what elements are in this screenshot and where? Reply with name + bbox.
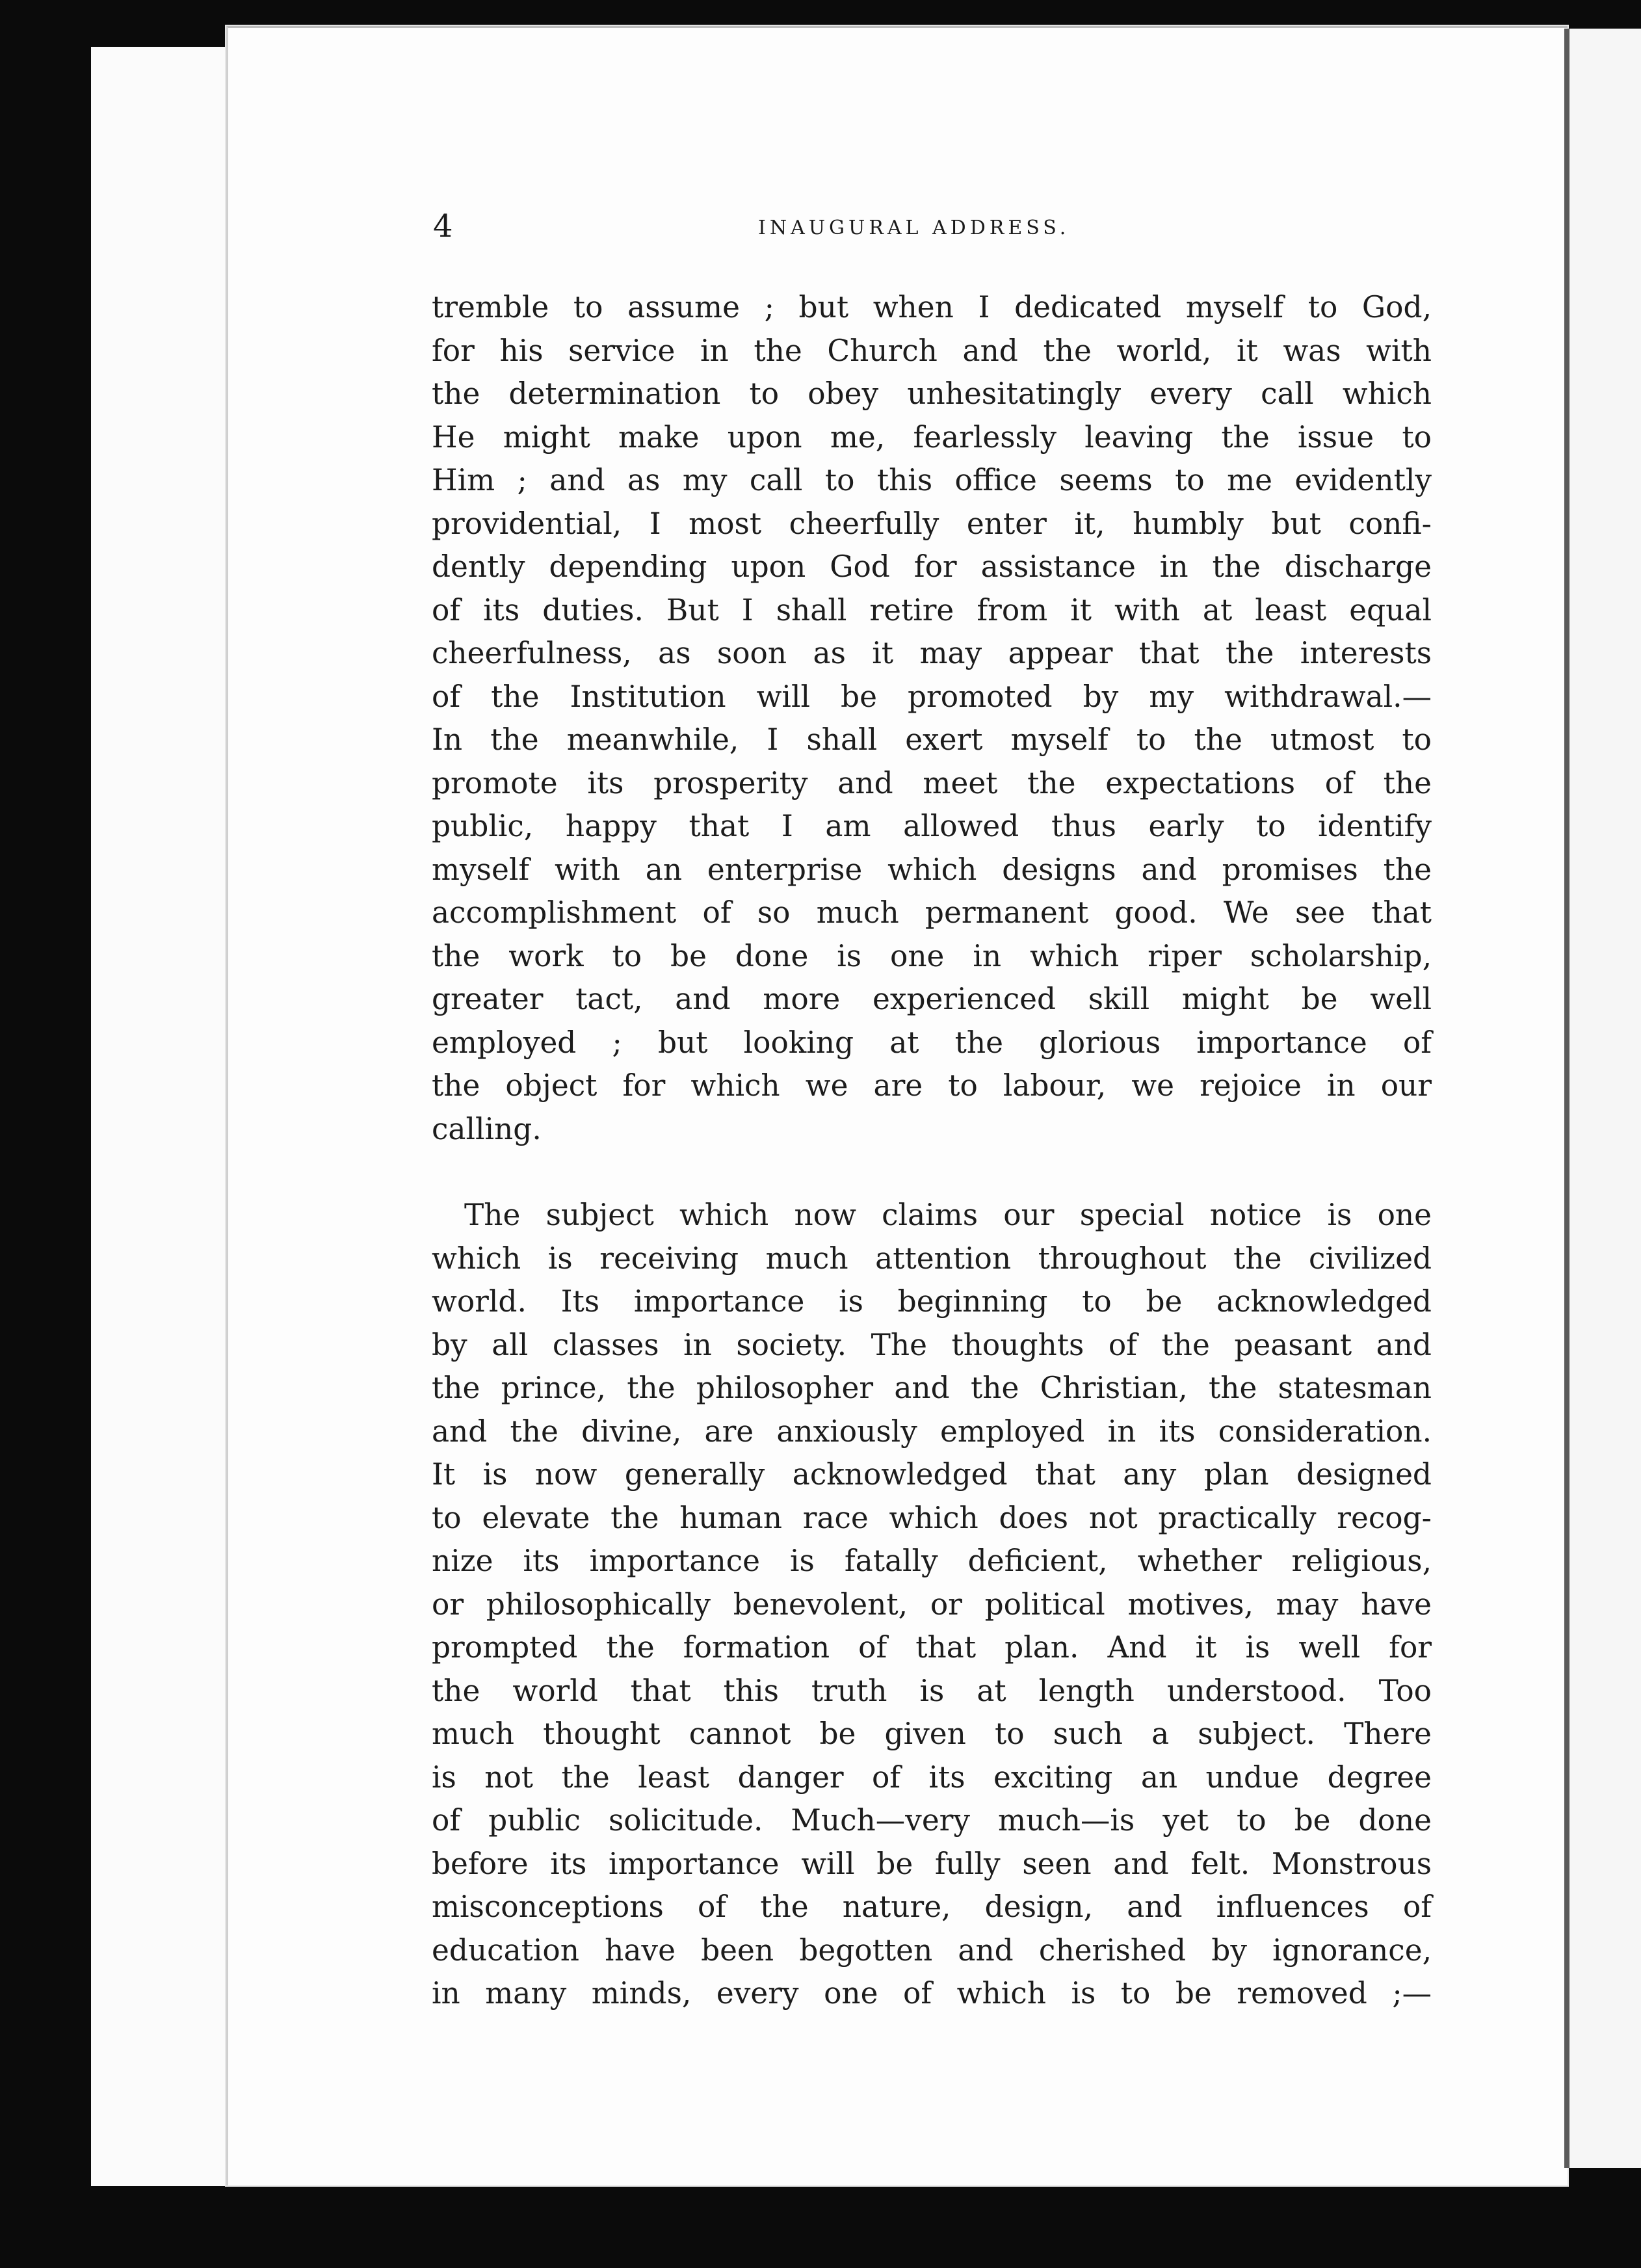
text-line: by all classes in society. The thoughts of the peasant and bbox=[432, 1327, 1432, 1362]
text-line: In the meanwhile, I shall exert myself to the utmost to bbox=[432, 722, 1432, 757]
text-line: or philosophically benevolent, or political motives, may have bbox=[432, 1587, 1432, 1622]
text-line: prompted the formation of that plan. And it is well for bbox=[432, 1630, 1432, 1665]
text-line: before its importance will be fully seen and felt. Monstrous bbox=[432, 1846, 1432, 1881]
text-line: of its duties. But I shall retire from it with at least equal bbox=[432, 592, 1432, 627]
text-line: to elevate the human race which does not practically recog- bbox=[432, 1500, 1432, 1535]
adjacent-page-edge bbox=[1564, 29, 1641, 2168]
text-line: in many minds, every one of which is to be removed ;— bbox=[432, 1976, 1432, 2011]
page-number: 4 bbox=[433, 208, 453, 244]
text-line: accomplishment of so much permanent good. We see that bbox=[432, 895, 1432, 930]
page-header bbox=[433, 207, 1434, 246]
text-line: for his service in the Church and the world, it was with bbox=[432, 333, 1432, 368]
text-line: public, happy that I am allowed thus early to identify bbox=[432, 809, 1432, 843]
text-line: greater tact, and more experienced skill might be well bbox=[432, 982, 1432, 1016]
text-line: myself with an enterprise which designs and promises the bbox=[432, 852, 1432, 887]
text-line: He might make upon me, fearlessly leaving the issue to bbox=[432, 419, 1432, 455]
text-line: dently depending upon God for assistance in the discharge bbox=[432, 549, 1432, 584]
text-line: world. Its importance is beginning to be acknowledged bbox=[432, 1284, 1432, 1319]
text-line: employed ; but looking at the glorious importance of bbox=[432, 1025, 1432, 1060]
text-line: cheerfulness, as soon as it may appear that the interests bbox=[432, 636, 1432, 670]
text-line: calling. bbox=[432, 1111, 542, 1146]
text-line: Him ; and as my call to this office seems to me evidently bbox=[432, 463, 1432, 497]
text-line: tremble to assume ; but when I dedicated myself to God, bbox=[432, 290, 1432, 324]
text-line: is not the least danger of its exciting an undue degree bbox=[432, 1760, 1432, 1795]
text-line: education have been begotten and cherished by ignorance, bbox=[432, 1932, 1432, 1968]
paragraph-gap bbox=[432, 1151, 1432, 1194]
text-line: the world that this truth is at length understood. Too bbox=[432, 1673, 1432, 1708]
text-line: much thought cannot be given to such a subject. There bbox=[432, 1717, 1432, 1751]
paragraph-1 bbox=[432, 286, 1432, 1151]
text-line: of the Institution will be promoted by my withdrawal.— bbox=[432, 679, 1432, 714]
text-line: nize its importance is fatally deficient, whether religious, bbox=[432, 1544, 1432, 1578]
text-line: the prince, the philosopher and the Christian, the statesman bbox=[432, 1371, 1432, 1405]
text-line: of public solicitude. Much—very much—is yet to be done bbox=[432, 1803, 1432, 1838]
text-line: the object for which we are to labour, we rejoice in our bbox=[432, 1068, 1432, 1103]
text-line: the work to be done is one in which riper scholarship, bbox=[432, 938, 1432, 973]
text-line: providential, I most cheerfully enter it, humbly but confi- bbox=[432, 506, 1432, 541]
text-line: misconceptions of the nature, design, and influences of bbox=[432, 1890, 1432, 1924]
text-line: the determination to obey unhesitatingly every call which bbox=[432, 376, 1432, 411]
text-line: The subject which now claims our special notice is one bbox=[464, 1198, 1432, 1232]
paragraph-2 bbox=[432, 1194, 1432, 2016]
text-line: and the divine, are anxiously employed in its consideration. bbox=[432, 1414, 1432, 1449]
body-text bbox=[432, 286, 1432, 2016]
text-line: It is now generally acknowledged that any plan designed bbox=[432, 1457, 1432, 1492]
text-line: promote its prosperity and meet the expectations of the bbox=[432, 765, 1432, 800]
text-line: which is receiving much attention throughout the civilized bbox=[432, 1241, 1432, 1276]
running-head: INAUGURAL ADDRESS. bbox=[758, 217, 1070, 239]
